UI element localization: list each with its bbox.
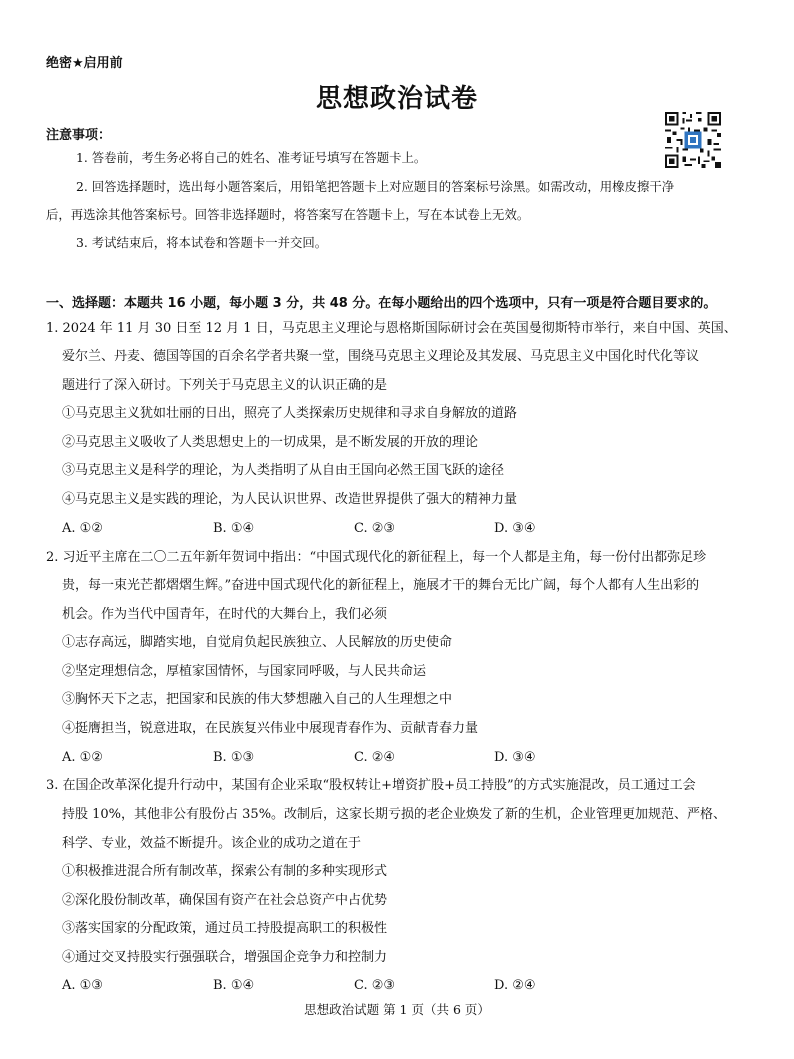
question-stem-line: 爱尔兰、丹麦、德国等国的百余名学者共聚一堂，围绕马克思主义理论及其发展、马克思主义中国化时代化等议 [62,349,700,364]
statement: ②坚定理想信念，厚植家国情怀，与国家同呼吸，与人民共命运 [62,664,427,679]
statement: ④通过交叉持股实行强强联合，增强国企竞争力和控制力 [62,950,388,965]
option-b[interactable]: B. ①④ [213,521,255,536]
option-a[interactable]: A. ①② [62,750,103,765]
question-stem-line: 持股 10%，其他非公有股份占 35%。改制后，这家长期亏损的老企业焕发了新的生机，企业管理更加规范、严格、 [62,807,727,822]
option-b[interactable]: B. ①④ [213,978,255,993]
note-line: 后，再选涂其他答案标号。回答非选择题时，将答案写在答题卡上，写在本试卷上无效。 [46,207,530,222]
notes-title: 注意事项： [46,128,112,143]
option-d[interactable]: D. ③④ [494,521,536,536]
note-line: 2. 回答选择题时，选出每小题答案后，用铅笔把答题卡上对应题目的答案标号涂黑。如需改动，用橡皮擦干净 [76,179,675,194]
page-footer: 思想政治试题 第 1 页（共 6 页） [304,1002,490,1017]
question-stem-line: 1. 2024 年 11 月 30 日至 12 月 1 日，马克思主义理论与恩格斯国际研讨会在英国曼彻斯特市举行，来自中国、英国、 [46,321,737,336]
option-c[interactable]: C. ②④ [354,750,396,765]
statement: ①马克思主义犹如壮丽的日出，照亮了人类探索历史规律和寻求自身解放的道路 [62,406,518,421]
statement: ②马克思主义吸收了人类思想史上的一切成果，是不断发展的开放的理论 [62,435,479,450]
statement: ③落实国家的分配政策，通过员工持股提高职工的积极性 [62,921,388,936]
statement: ②深化股份制改革，确保国有资产在社会总资产中占优势 [62,893,388,908]
confidential-mark: 绝密★启用前 [46,56,123,71]
question-stem-line: 3. 在国企改革深化提升行动中，某国有企业采取“股权转让+增资扩股+员工持股”的方式实施混改，员工通过工会 [46,778,696,793]
option-c[interactable]: C. ②③ [354,978,396,993]
exam-title: 思想政治试卷 [315,84,478,114]
statement: ③马克思主义是科学的理论，为人类指明了从自由王国向必然王国飞跃的途径 [62,463,505,478]
question-stem-line: 贵，每一束光芒都熠熠生辉。”奋进中国式现代化的新征程上，施展才干的舞台无比广阔，每个人都有人生出彩的 [62,578,700,593]
question-stem-line: 题进行了深入研讨。下列关于马克思主义的认识正确的是 [62,378,388,393]
section-heading: 一、选择题：本题共 16 小题，每小题 3 分，共 48 分。在每小题给出的四个选项中，只有一项是符合题目要求的。 [46,296,717,311]
statement: ④挺膺担当，锐意进取，在民族复兴伟业中展现青春作为、贡献青春力量 [62,721,479,736]
question-stem-line: 科学、专业，效益不断提升。该企业的成功之道在于 [62,836,362,851]
option-b[interactable]: B. ①③ [213,750,255,765]
option-a[interactable]: A. ①② [62,521,103,536]
option-a[interactable]: A. ①③ [62,978,103,993]
option-d[interactable]: D. ②④ [494,978,536,993]
statement: ①积极推进混合所有制改革，探索公有制的多种实现形式 [62,864,388,879]
option-c[interactable]: C. ②③ [354,521,396,536]
question-stem-line: 2. 习近平主席在二〇二五年新年贺词中指出：“中国式现代化的新征程上，每一个人都是主角，每一份付出都弥足珍 [46,550,707,565]
question-stem-line: 机会。作为当代中国青年，在时代的大舞台上，我们必须 [62,607,388,622]
statement: ④马克思主义是实践的理论，为人民认识世界、改造世界提供了强大的精神力量 [62,492,518,507]
statement: ①志存高远，脚踏实地，自觉肩负起民族独立、人民解放的历史使命 [62,635,453,650]
note-line: 3. 考试结束后，将本试卷和答题卡一并交回。 [76,235,328,250]
qr-code-icon [665,112,721,168]
statement: ③胸怀天下之志，把国家和民族的伟大梦想融入自己的人生理想之中 [62,692,453,707]
option-d[interactable]: D. ③④ [494,750,536,765]
note-line: 1. 答卷前，考生务必将自己的姓名、准考证号填写在答题卡上。 [76,150,427,165]
